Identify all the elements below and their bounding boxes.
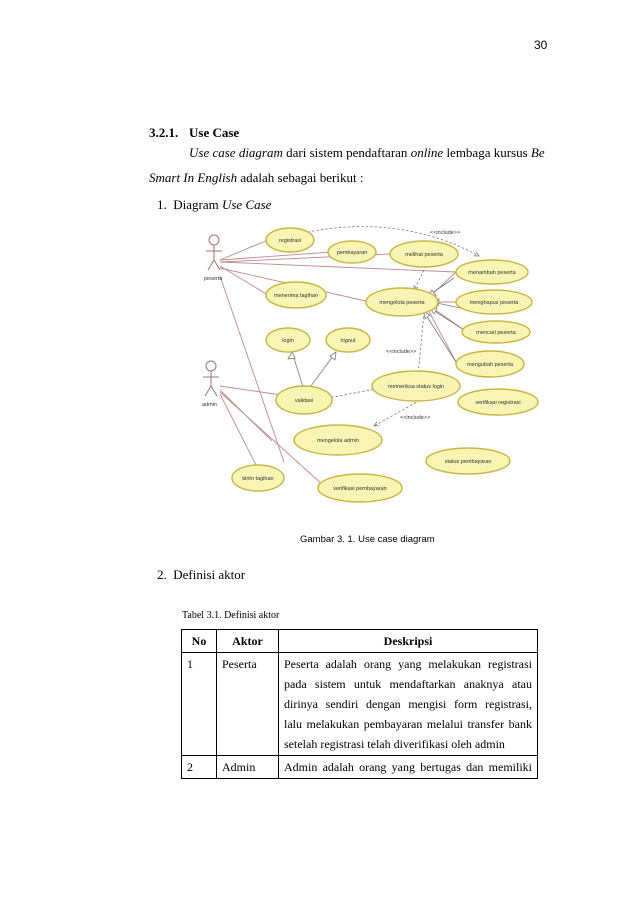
actor-admin: [203, 361, 219, 396]
desc-line: lalu melakukan pembayaran melalui transfer bank: [284, 717, 532, 731]
table-row: [182, 756, 538, 779]
section-number: 3.2.1.: [149, 125, 179, 140]
uc-verifikasi-pembayaran-label: verifikasi pembayaran: [333, 486, 387, 492]
actor-peserta-label: peserta: [204, 276, 223, 282]
intro-italic-smart-in-english: Smart In English: [149, 170, 238, 185]
uc-pembayaran-label: pembayaran: [336, 250, 368, 256]
desc-line: Admin adalah orang yang bertugas dan memiliki: [284, 760, 532, 774]
cell-aktor: Admin: [217, 756, 279, 779]
uc-menambah-peserta-label: menambah peserta: [468, 270, 516, 276]
list-item-italic: Use Case: [221, 197, 272, 212]
header-no: No: [182, 630, 217, 653]
intro-italic-online: online: [410, 145, 444, 160]
table-row: [182, 653, 538, 756]
uc-validasi-label: validasi: [294, 398, 314, 404]
actor-admin-label: admin: [202, 402, 217, 408]
uc-kirim-tagihan-label: kirim tagihan: [242, 476, 274, 482]
intro-text-a: dari sistem pendaftaran: [282, 145, 411, 160]
uc-login-label: login: [282, 338, 294, 344]
intro-paragraph-line-1: [189, 144, 545, 162]
figure-caption: Gambar 3. 1. Use case diagram: [300, 534, 435, 545]
uc-verifikasi-registrasi-label: verifikasi registrasi: [475, 400, 521, 406]
uc-logout-label: logout: [340, 338, 356, 344]
uc-mengelola-peserta-label: mengelola peserta: [379, 300, 425, 306]
desc-line: Peserta adalah orang yang melakukan registrasi: [284, 657, 532, 671]
intro-text-c: adalah sebagai berikut :: [237, 170, 364, 185]
list-item-number: 1.: [157, 197, 167, 212]
uc-mengubah-peserta-label: mengubah peserta: [467, 362, 513, 368]
desc-line: setelah registrasi telah diverifikasi oleh admin: [284, 737, 505, 751]
table-caption: Tabel 3.1. Definisi aktor: [182, 610, 280, 621]
list-item-number: 2.: [157, 567, 167, 582]
table-header-row: [182, 630, 538, 653]
intro-text-b: lembaga kursus: [443, 145, 531, 160]
cell-deskripsi: [279, 653, 538, 756]
stereotype-include-middle: <<include>>: [386, 349, 417, 355]
actor-peserta: [206, 235, 222, 270]
cell-deskripsi: [279, 756, 538, 779]
list-item-definisi-aktor: [157, 566, 245, 584]
intro-paragraph-line-2: [149, 169, 363, 187]
list-item-text: Diagram: [173, 197, 222, 212]
cell-no: 1: [182, 653, 217, 756]
desc-line: pada sistem untuk mendaftarkan anaknya atau: [284, 677, 532, 691]
actor-peserta-head-icon: [209, 235, 219, 245]
intro-italic-use-case-diagram: Use case diagram: [189, 145, 283, 160]
uc-mencari-peserta-label: mencari peserta: [476, 330, 516, 336]
uc-menerima-tagihan-label: menerima tagihan: [273, 293, 319, 299]
uc-melihat-peserta-label: melihat peserta: [405, 252, 443, 258]
list-item-diagram: [157, 196, 271, 214]
stereotype-include-bottom: <<include>>: [400, 415, 431, 421]
cell-no: 2: [182, 756, 217, 779]
page-number: 30: [534, 38, 548, 52]
section-title: Use Case: [189, 125, 240, 140]
uc-status-pembayaran-label: status pembayaran: [444, 459, 492, 465]
desc-line: dirinya sendiri dengan mengisi form registrasi,: [284, 697, 532, 711]
cell-aktor: Peserta: [217, 653, 279, 756]
actor-definition-table: [181, 629, 538, 779]
list-item-text: Definisi aktor: [173, 567, 246, 582]
stereotype-include-top: <<include>>: [430, 230, 461, 236]
header-aktor: Aktor: [217, 630, 279, 653]
uc-registrasi-label: registrasi: [278, 238, 302, 244]
header-deskripsi: Deskripsi: [279, 630, 538, 653]
uc-mengelola-admin-label: mengelola admin: [317, 438, 359, 444]
intro-italic-be: Be: [530, 145, 545, 160]
uc-menghapus-peserta-label: menghapus peserta: [469, 300, 519, 306]
uc-memeriksa-status-login-label: memeriksa status login: [387, 384, 445, 390]
actor-admin-head-icon: [206, 361, 216, 371]
use-case-diagram: [194, 216, 558, 518]
